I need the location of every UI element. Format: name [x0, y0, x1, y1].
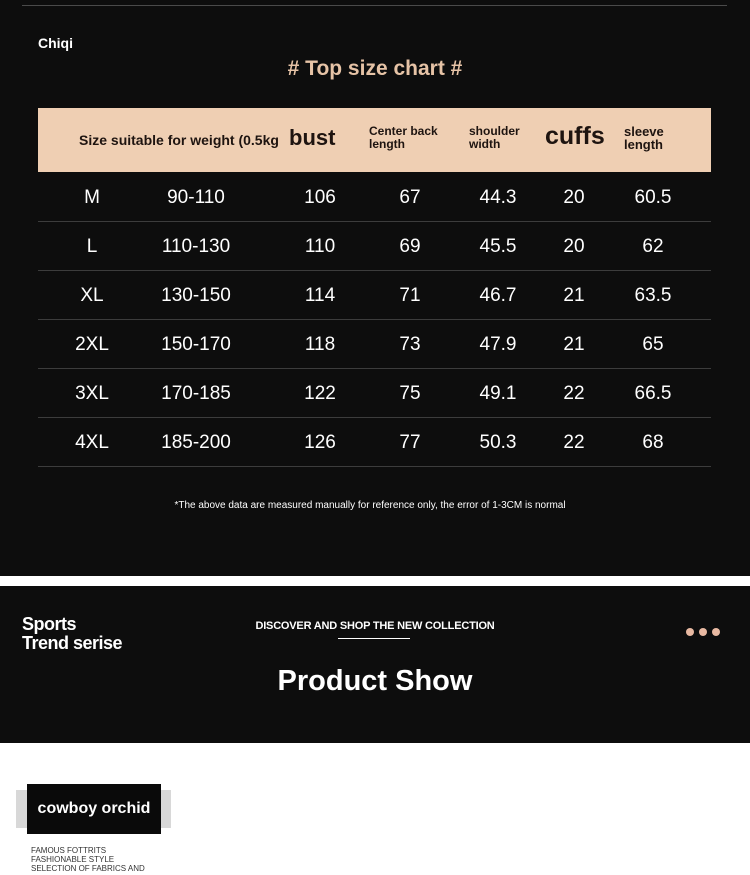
cell-center-back-length: 75 [399, 383, 421, 404]
header-cuffs: cuffs [545, 122, 605, 150]
cell-weight: 90-110 [167, 187, 225, 208]
table-row [38, 172, 711, 222]
top-divider [22, 5, 727, 6]
cell-sleeve-length: 66.5 [634, 383, 672, 404]
brand-label: Chiqi [38, 35, 73, 51]
cell-weight: 130-150 [161, 285, 231, 306]
dot [712, 628, 720, 636]
cell-size: M [84, 187, 100, 208]
cell-cuffs: 20 [563, 187, 585, 208]
sports-line: Sports [22, 614, 77, 634]
cell-sleeve-length: 60.5 [634, 187, 672, 208]
product-tag [27, 784, 161, 834]
cell-bust: 118 [304, 334, 336, 355]
cell-size: 3XL [75, 383, 109, 404]
table-header [38, 108, 711, 172]
cell-weight: 150-170 [161, 334, 231, 355]
cell-sleeve-length: 62 [642, 236, 664, 257]
cell-center-back-length: 69 [399, 236, 421, 257]
cell-sleeve-length: 68 [642, 432, 664, 453]
cell-sleeve-length: 65 [642, 334, 664, 355]
cell-shoulder-width: 45.5 [479, 236, 517, 257]
measurement-note: *The above data are measured manually for reference only, the error of 1-3CM is normal [174, 500, 566, 511]
table-row [38, 319, 711, 369]
cell-cuffs: 22 [563, 383, 585, 404]
cell-shoulder-width: 44.3 [479, 187, 517, 208]
cell-size: 4XL [75, 432, 109, 453]
header-weight: Size suitable for weight (0.5kg [79, 132, 279, 148]
dot [686, 628, 694, 636]
cell-shoulder-width: 46.7 [479, 285, 517, 306]
collection-tagline: DISCOVER AND SHOP THE NEW COLLECTION [255, 620, 495, 632]
table-row [38, 417, 711, 467]
product-show-banner [0, 586, 750, 743]
cell-cuffs: 20 [563, 236, 585, 257]
cell-sleeve-length: 63.5 [634, 285, 672, 306]
cell-shoulder-width: 49.1 [479, 383, 517, 404]
product-show-heading: Product Show [277, 665, 473, 697]
cell-shoulder-width: 47.9 [479, 334, 517, 355]
cell-bust: 106 [304, 187, 336, 208]
cell-bust: 114 [304, 285, 336, 306]
cell-cuffs: 22 [563, 432, 585, 453]
cell-shoulder-width: 50.3 [479, 432, 517, 453]
header-shoulder-width: shoulder width [469, 124, 520, 151]
cell-size: 2XL [75, 334, 109, 355]
cell-weight: 110-130 [161, 236, 231, 257]
cell-size: XL [80, 285, 104, 306]
cell-cuffs: 21 [563, 285, 585, 306]
trend-line: Trend serise [22, 633, 123, 653]
header-bust: bust [289, 125, 336, 150]
tag-label: cowboy orchid [37, 800, 151, 817]
chart-title: # Top size chart # [287, 57, 463, 80]
header-sleeve-length: sleeve length [624, 124, 664, 152]
cell-size: L [86, 236, 98, 257]
table-row [38, 368, 711, 418]
tag-line: FAMOUS FOTTRITS [31, 846, 107, 855]
cell-bust: 110 [304, 236, 336, 257]
tag-line: FASHIONABLE STYLE [31, 855, 115, 864]
table-row [38, 270, 711, 320]
header-center-back-length: Center back length [369, 124, 438, 151]
table-row [38, 221, 711, 271]
tag-description [31, 846, 145, 873]
cell-weight: 170-185 [161, 383, 231, 404]
dots-icon [686, 623, 725, 641]
tag-line: SELECTION OF FABRICS AND [31, 864, 145, 873]
cell-center-back-length: 77 [399, 432, 421, 453]
tagline-underline [338, 638, 410, 639]
cell-cuffs: 21 [563, 334, 585, 355]
cell-bust: 122 [304, 383, 336, 404]
dot [699, 628, 707, 636]
cell-bust: 126 [304, 432, 336, 453]
cell-center-back-length: 73 [399, 334, 421, 355]
cell-weight: 185-200 [161, 432, 231, 453]
cell-center-back-length: 67 [399, 187, 421, 208]
cell-center-back-length: 71 [399, 285, 421, 306]
